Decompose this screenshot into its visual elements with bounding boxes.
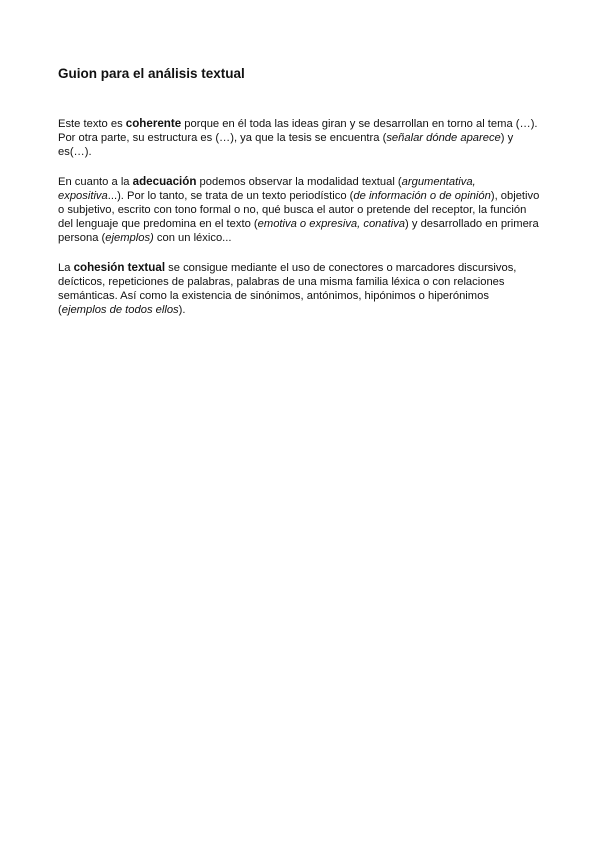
paragraph-adequacy [58,175,540,246]
text-span: porque en él toda las ideas giran y se desarrollan en torno al tema (…). Por otra parte, su estructura es (…), ya que la tesis se encuentra ( [58,118,538,145]
text-span: se consigue mediante el uso de conectores o marcadores discursivos, deícticos, repeticiones de palabras, palabras de una misma familia léxica o con relaciones semánticas. Así como la existencia de sinónimos, antónimos, hipónimos o hiperónimos ( [58,261,517,317]
document-title: Guion para el análisis textual [58,66,245,81]
text-span: La [58,261,74,274]
text-span: ) y es(…). [58,132,514,159]
text-span: ). [178,304,186,317]
paragraph-cohesion [58,261,540,318]
italic-note: de información o de opinión [353,189,491,202]
term-adecuacion: adecuación [132,174,197,188]
text-span: con un léxico... [153,232,232,245]
italic-note: ejemplos) [105,232,154,245]
term-coherente: coherente [125,117,182,130]
text-span: Este texto es [58,118,126,130]
text-span: ) y desarrollado en primera persona ( [58,218,539,245]
italic-note: señalar dónde aparece [386,132,501,145]
term-cohesion-textual: cohesión textual [73,260,166,274]
italic-note: argumentativa, expositiva [58,175,476,202]
text-span: En cuanto a la [58,175,133,188]
paragraph-coherence [58,117,540,160]
text-span: ), objetivo o subjetivo, escrito con tono formal o no, qué busca el autor o pretende del receptor, la función del lenguaje que predomina en el texto ( [58,189,540,231]
italic-note: ejemplos de todos ellos [61,304,179,317]
italic-note: emotiva o expresiva, conativa [257,218,406,231]
text-span: podemos observar la modalidad textual ( [196,175,402,188]
text-span: ...). Por lo tanto, se trata de un texto periodístico ( [107,189,354,202]
